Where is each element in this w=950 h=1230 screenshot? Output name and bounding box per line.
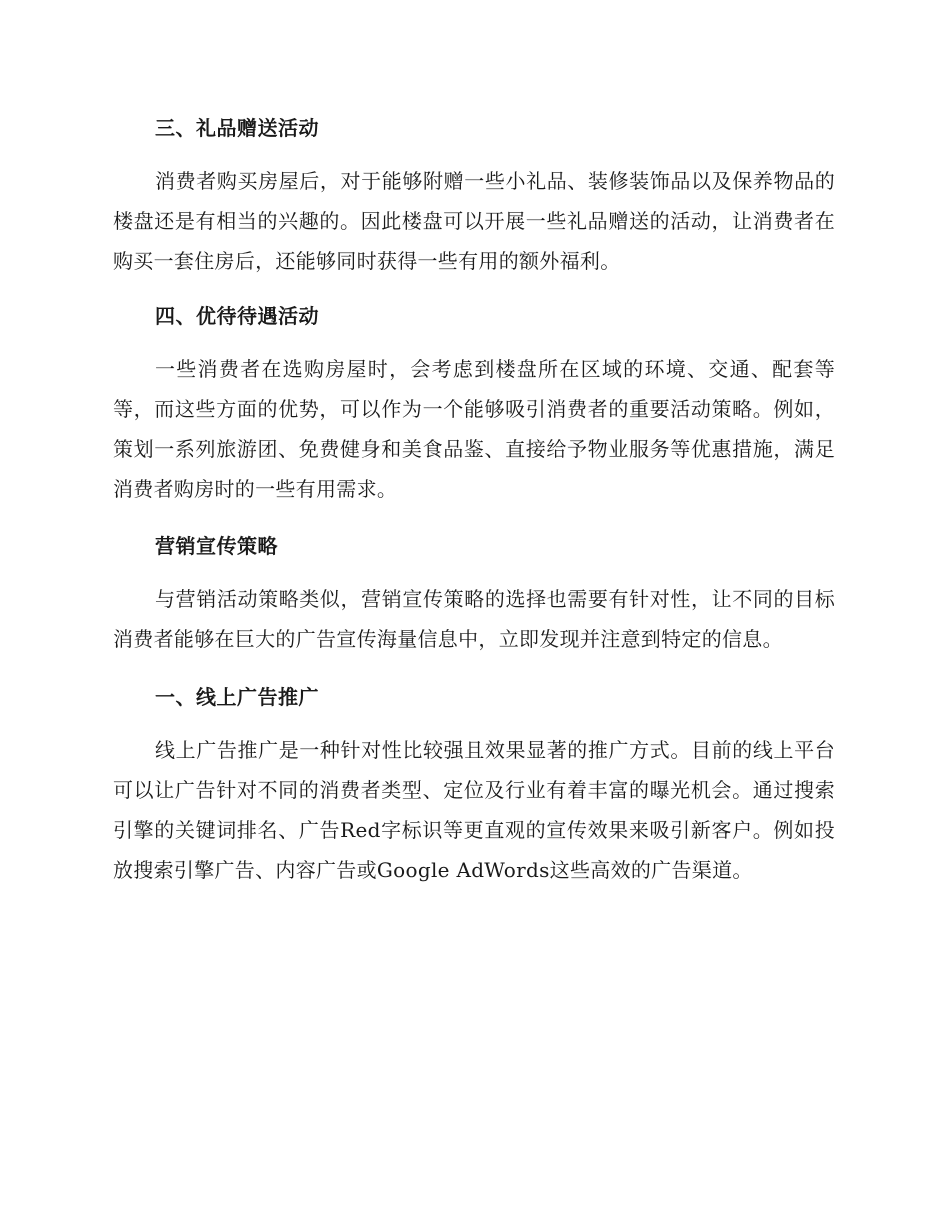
section-heading-preferential-treatment: 四、优待待遇活动 bbox=[155, 304, 319, 328]
section-heading-marketing-promotion: 营销宣传策略 bbox=[155, 534, 278, 558]
section-heading-online-advertising: 一、线上广告推广 bbox=[155, 685, 319, 709]
section-heading-gift-giving: 三、礼品赠送活动 bbox=[155, 116, 319, 140]
section-paragraph-marketing-promotion: 与营销活动策略类似，营销宣传策略的选择也需要有针对性，让不同的目标消费者能够在巨大的广告宣传海量信息中，立即发现并注意到特定的信息。 bbox=[113, 587, 835, 651]
section-paragraph-online-advertising: 线上广告推广是一种针对性比较强且效果显著的推广方式。目前的线上平台可以让广告针对不同的消费者类型、定位及行业有着丰富的曝光机会。通过搜索引擎的关键词排名、广告Red字标识等更直观的宣传效果来吸引新客户。例如投放搜索引擎广告、内容广告或Google AdWords这些高效的广告渠道。 bbox=[113, 738, 835, 882]
section-paragraph-gift-giving: 消费者购买房屋后，对于能够附赠一些小礼品、装修装饰品以及保养物品的楼盘还是有相当的兴趣的。因此楼盘可以开展一些礼品赠送的活动，让消费者在购买一套住房后，还能够同时获得一些有用的额外福利。 bbox=[113, 169, 835, 273]
section-paragraph-preferential-treatment: 一些消费者在选购房屋时，会考虑到楼盘所在区域的环境、交通、配套等等，而这些方面的优势，可以作为一个能够吸引消费者的重要活动策略。例如，策划一系列旅游团、免费健身和美食品鉴、直接给予物业服务等优惠措施，满足消费者购房时的一些有用需求。 bbox=[113, 357, 835, 501]
document-body bbox=[113, 108, 835, 906]
